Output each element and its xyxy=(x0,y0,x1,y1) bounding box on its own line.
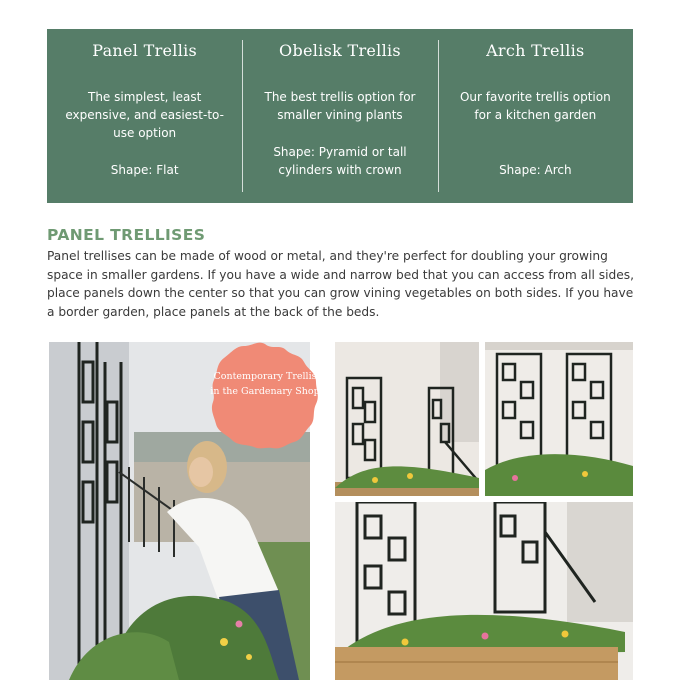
comparison-title: Obelisk Trellis xyxy=(279,41,401,60)
comparison-description: The simplest, least expensive, and easiest-to-use option xyxy=(65,90,224,140)
comparison-title: Arch Trellis xyxy=(486,41,585,60)
section-body-text: Panel trellises can be made of wood or metal, and they're perfect for doubling your growing space in smaller gardens. If you have a wide and narrow bed that you can access from all sides, place panels down the center so that you can grow vining vegetables on both sides. If you have a border garden, place panels at the back of the beds. xyxy=(47,249,634,319)
comparison-column-obelisk xyxy=(242,29,437,203)
comparison-description: Our favorite trellis option for a kitchen garden xyxy=(459,90,611,122)
comparison-shape: Shape: Arch xyxy=(499,163,572,177)
trellis-comparison-table xyxy=(47,29,633,203)
comparison-description: The best trellis option for smaller vining plants xyxy=(264,90,416,122)
comparison-column-panel xyxy=(47,29,242,203)
comparison-column-arch xyxy=(438,29,633,203)
photo-trellis-panels-right xyxy=(485,342,633,496)
comparison-shape: Shape: Flat xyxy=(110,163,179,177)
comparison-title: Panel Trellis xyxy=(92,41,198,60)
section-heading: PANEL TRELLISES xyxy=(47,226,206,244)
comparison-shape: Shape: Pyramid or tall cylinders with crown xyxy=(273,145,407,177)
badge-text[interactable]: Contemporary Trellis in the Gardenary Shop xyxy=(210,371,320,397)
photo-trellis-panels-left xyxy=(335,342,479,496)
photo-raised-bed-trellis xyxy=(335,502,633,680)
